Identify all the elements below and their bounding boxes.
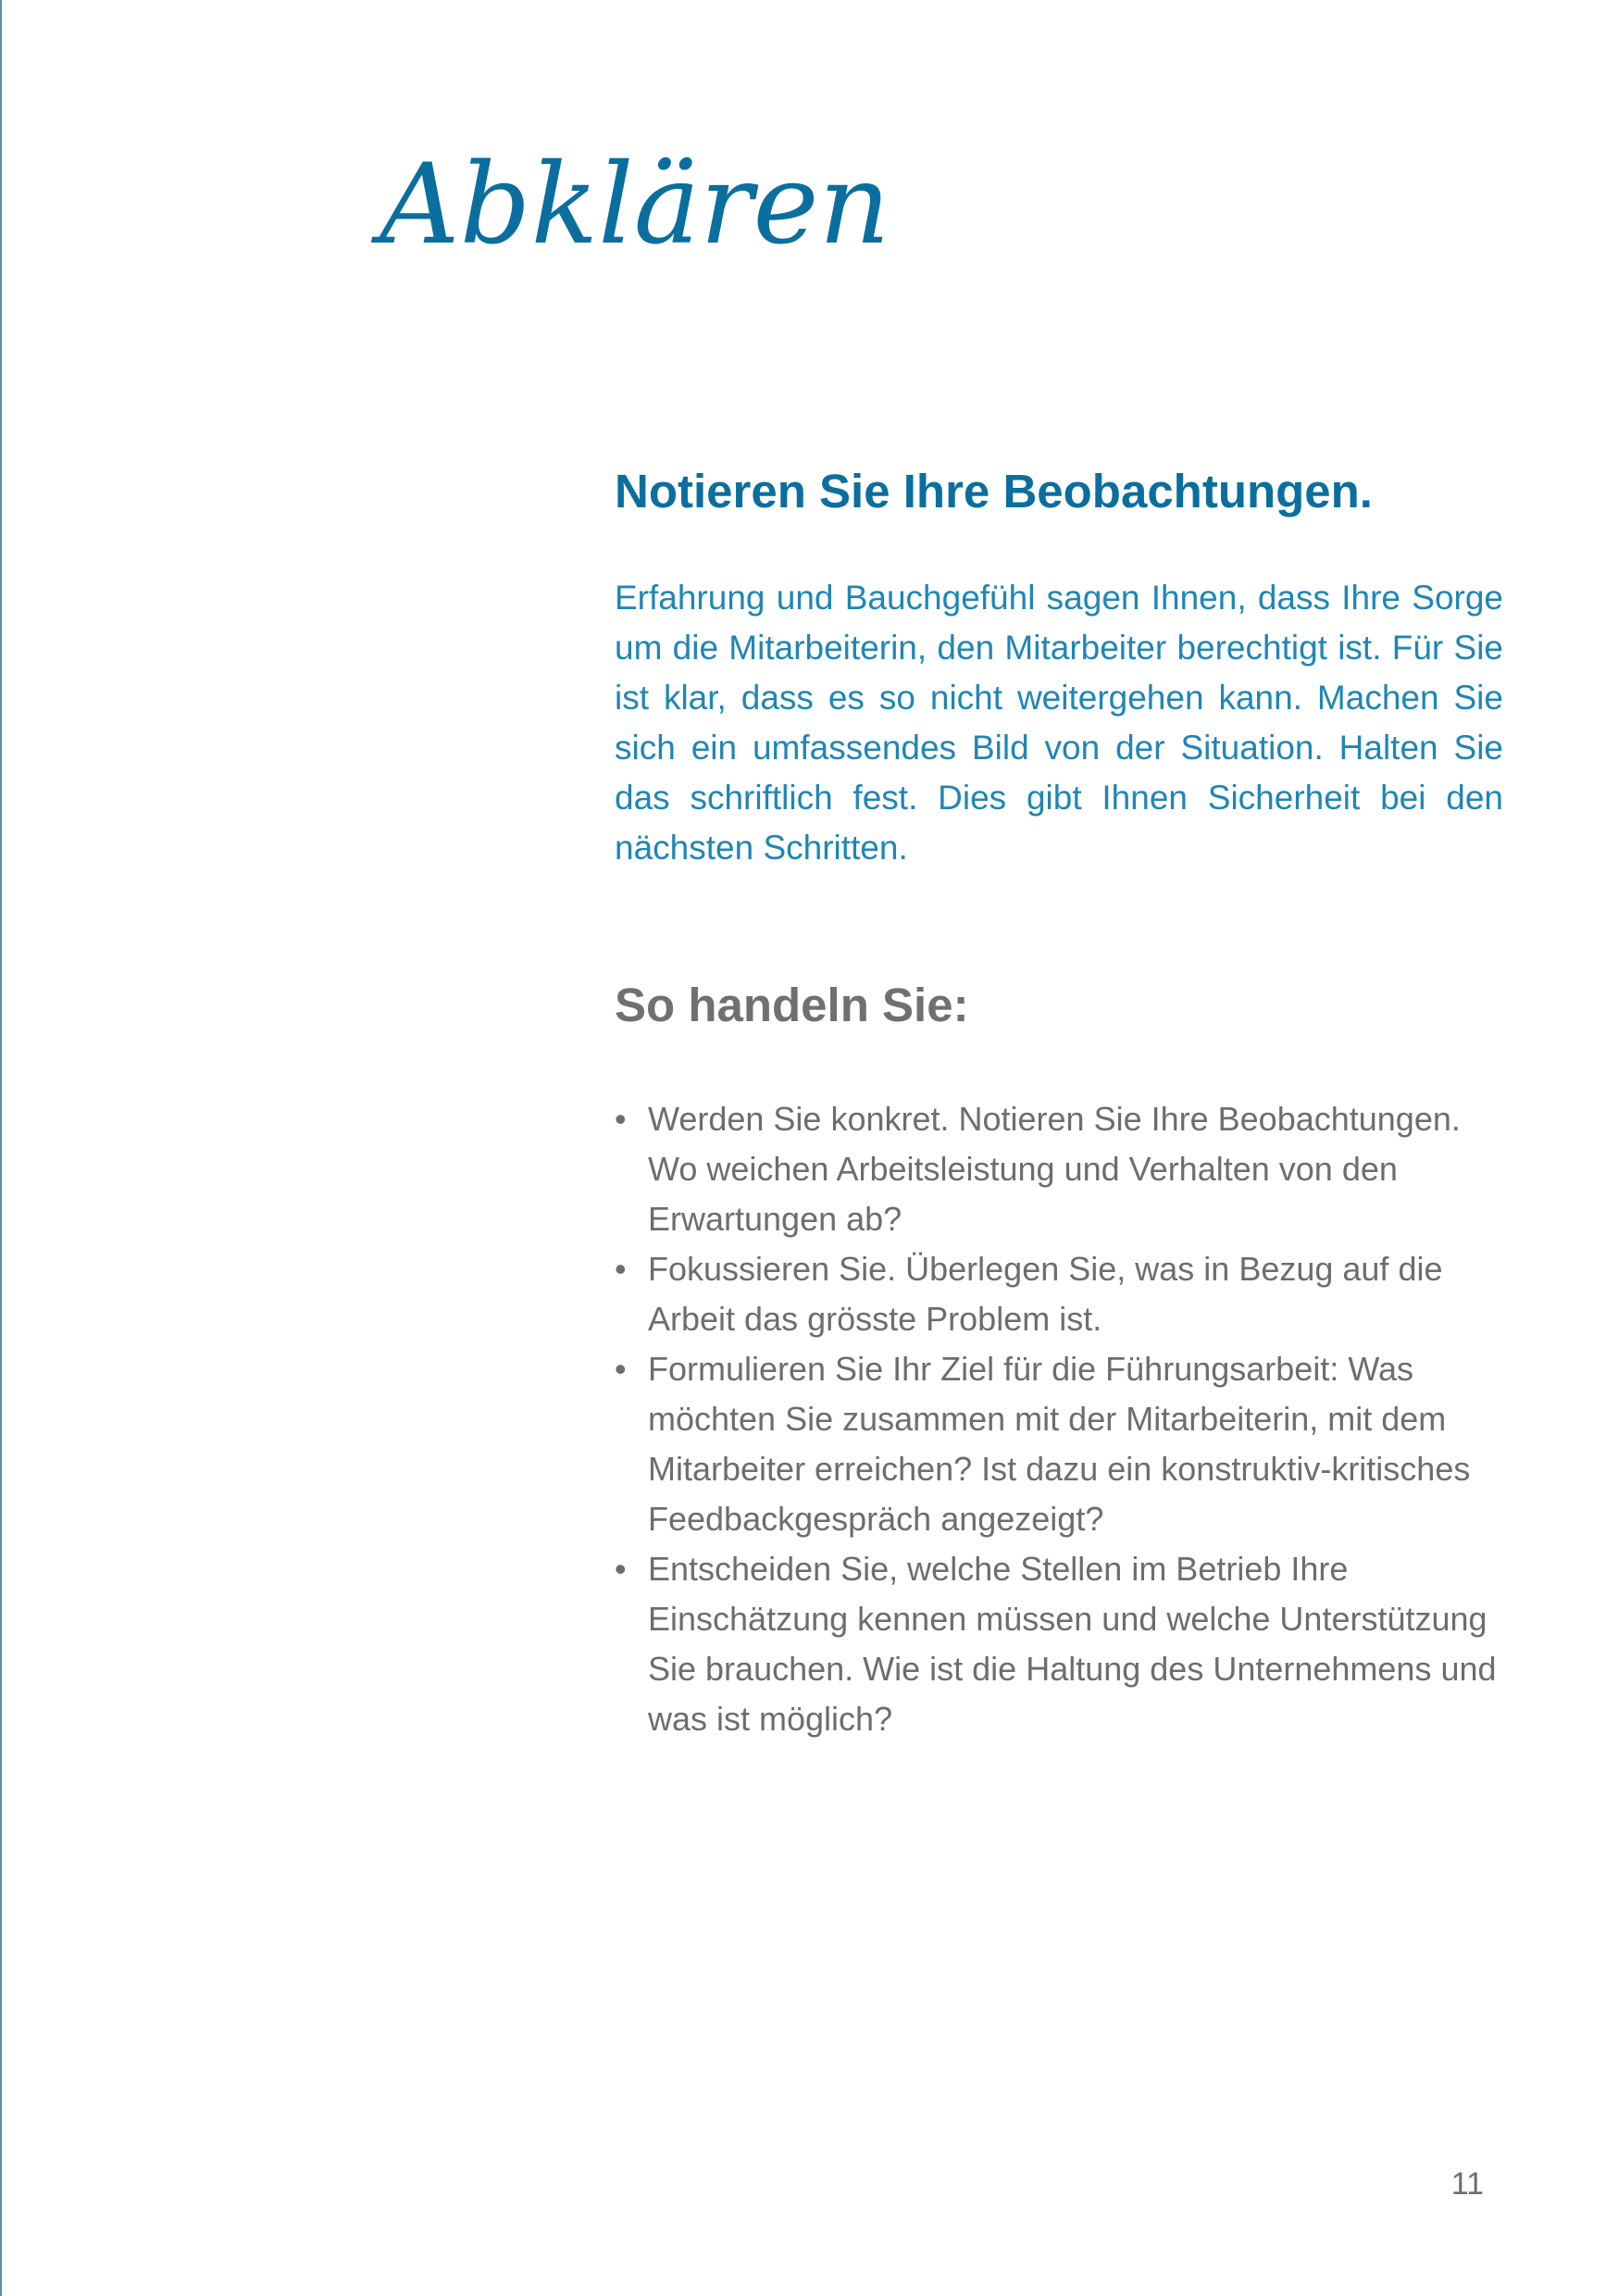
actions-list [615, 1094, 1503, 1744]
chapter-title: Abklären [380, 141, 890, 269]
list-item [615, 1544, 1503, 1744]
list-item [615, 1094, 1503, 1244]
intro-paragraph: Erfahrung und Bauchgefühl sagen Ihnen, dass Ihre Sorge um die Mitarbeiterin, den Mitarbeiter berechtigt ist. Für Sie ist klar, dass es so nicht weitergehen kann. Machen Sie sich ein umfassendes Bild von der Situation. Halten Sie das schriftlich fest. Dies gibt Ihnen Sicherheit bei den nächsten Schritten. [615, 579, 1503, 867]
list-item [615, 1344, 1503, 1544]
bullet-icon: • [615, 1350, 627, 1389]
section-heading: Notieren Sie Ihre Beobachtungen. [615, 465, 1373, 518]
bullet-icon: • [615, 1250, 627, 1289]
bullet-icon: • [615, 1550, 627, 1589]
page-edge-line [0, 0, 2, 2296]
list-item-text: Werden Sie konkret. Notieren Sie Ihre Beobachtungen. Wo weichen Arbeitsleistung und Verhalten von den Erwartungen ab? [648, 1100, 1461, 1239]
actions-heading: So handeln Sie: [615, 979, 969, 1032]
list-item [615, 1244, 1503, 1344]
list-item-text: Formulieren Sie Ihr Ziel für die Führungsarbeit: Was möchten Sie zusammen mit der Mitarbeiterin, mit dem Mitarbeiter erreichen? Ist dazu ein konstruktiv-kritisches Feedbackgespräch angezeigt? [648, 1350, 1471, 1539]
page-number: 11 [1450, 2166, 1484, 2202]
list-item-text: Fokussieren Sie. Überlegen Sie, was in Bezug auf die Arbeit das grösste Problem ist. [648, 1250, 1443, 1339]
list-item-text: Entscheiden Sie, welche Stellen im Betrieb Ihre Einschätzung kennen müssen und welche Unterstützung Sie brauchen. Wie ist die Haltung des Unternehmens und was ist möglich? [648, 1550, 1497, 1739]
main-content [615, 463, 1503, 1744]
bullet-icon: • [615, 1100, 627, 1139]
